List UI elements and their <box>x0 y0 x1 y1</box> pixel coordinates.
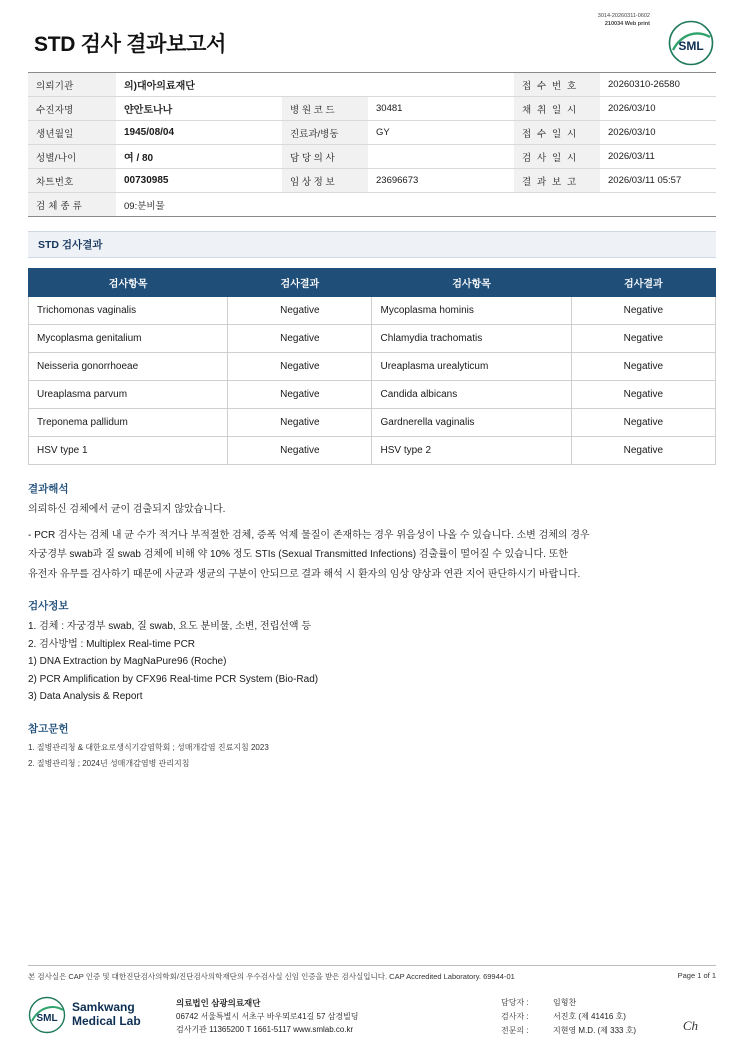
page-number: Page 1 of 1 <box>677 971 716 980</box>
test-name: Ureaplasma urealyticum <box>372 353 571 381</box>
info-label-doctor: 담 당 의 사 <box>282 145 368 169</box>
test-name: Trichomonas vaginalis <box>29 297 228 325</box>
references-block <box>28 721 716 772</box>
test-result: Negative <box>228 409 372 437</box>
test-result: Negative <box>228 381 372 409</box>
info-value-report-date: 2026/03/11 05:57 <box>600 169 716 193</box>
signature-value-staff: 임형찬 <box>553 998 577 1007</box>
table-row <box>28 169 716 193</box>
section-banner-std-results: STD 검사결과 <box>28 231 716 258</box>
info-value-receipt-date: 2026/03/10 <box>600 121 716 145</box>
signature-key-specialist: 전문의 : <box>501 1026 529 1035</box>
test-result: Negative <box>228 297 372 325</box>
footer-divider <box>28 965 716 966</box>
test-info-line-4: 2) PCR Amplification by CFX96 Real-time PCR System (Bio-Rad) <box>28 673 319 685</box>
info-value-department: GY <box>368 121 514 145</box>
test-name: Candida albicans <box>372 381 571 409</box>
test-name: Ureaplasma parvum <box>29 381 228 409</box>
references-title: 참고문헌 <box>28 722 69 735</box>
header-code-1: 3014-20260311-0602 <box>597 13 650 19</box>
table-row <box>29 297 716 325</box>
signature-row-staff <box>501 996 716 1010</box>
info-value-sex-age: 여 / 80 <box>116 145 282 169</box>
sml-logo-icon <box>668 20 714 66</box>
info-value-chart-no: 00730985 <box>116 169 282 193</box>
footer-logo-group <box>28 996 158 1034</box>
test-name: Gardnerella vaginalis <box>372 409 571 437</box>
info-value-institution: 의)대아의료재단 <box>116 73 514 97</box>
test-name: Chlamydia trachomatis <box>372 325 571 353</box>
signature-key-tester: 검사자 : <box>501 1012 529 1021</box>
info-value-birthdate: 1945/08/04 <box>116 121 282 145</box>
report-header <box>28 0 716 64</box>
report-footer <box>28 965 716 1038</box>
sml-logo-icon <box>28 996 66 1034</box>
test-info-title: 검사정보 <box>28 600 69 612</box>
test-result: Negative <box>571 325 715 353</box>
column-header-result-right: 검사결과 <box>571 269 715 297</box>
svg-text:SML: SML <box>36 1013 58 1024</box>
footer-address-block <box>158 996 501 1036</box>
organization-contact: 검사기관 11365200 T 1661-5117 www.smlab.co.kr <box>176 1025 354 1035</box>
test-name: Mycoplasma genitalium <box>29 325 228 353</box>
reference-line-2: 2. 질병관리청 ; 2024년 성매개감염병 관리지침 <box>28 759 190 769</box>
brand-line-2: Medical Lab <box>72 1014 141 1028</box>
info-value-clinical-info: 23696673 <box>368 169 514 193</box>
info-label-receipt-no: 접 수 번 호 <box>514 73 600 97</box>
test-result: Negative <box>571 437 715 465</box>
table-row <box>29 325 716 353</box>
signature-value-specialist: 지현영 M.D. (제 333 호) <box>553 1026 637 1035</box>
test-name: HSV type 1 <box>29 437 228 465</box>
info-label-patient-name: 수진자명 <box>28 97 116 121</box>
header-codes <box>598 12 650 29</box>
test-info-line-5: 3) Data Analysis & Report <box>28 691 143 702</box>
test-name: Mycoplasma hominis <box>372 297 571 325</box>
table-row <box>28 145 716 169</box>
test-name: HSV type 2 <box>372 437 571 465</box>
test-name: Neisseria gonorrhoeae <box>29 353 228 381</box>
interpretation-line-1: 의뢰하신 검체에서 균이 검출되지 않았습니다. <box>28 504 226 515</box>
info-value-specimen-type: 09:분비물 <box>116 193 716 217</box>
interpretation-title: 결과해석 <box>28 483 69 495</box>
info-label-sex-age: 성별/나이 <box>28 145 116 169</box>
footer-note-row <box>28 971 716 982</box>
info-label-birthdate: 생년월일 <box>28 121 116 145</box>
info-label-collection-date: 채 취 일 시 <box>514 97 600 121</box>
interpretation-block <box>28 481 716 582</box>
page-title: STD 검사 결과보고서 <box>34 33 227 56</box>
test-info-line-2: 2. 검사방법 : Multiplex Real-time PCR <box>28 638 196 650</box>
table-row <box>28 193 716 217</box>
info-value-test-date: 2026/03/11 <box>600 145 716 169</box>
test-result: Negative <box>571 409 715 437</box>
table-row <box>29 353 716 381</box>
footer-main <box>28 996 716 1038</box>
std-results-table <box>28 268 716 465</box>
test-info-line-3: 1) DNA Extraction by MagNaPure96 (Roche) <box>28 656 227 667</box>
signature-key-staff: 담당자 : <box>501 998 529 1007</box>
table-row <box>29 437 716 465</box>
info-label-hospital-code: 병 원 코 드 <box>282 97 368 121</box>
table-row <box>28 121 716 145</box>
interpretation-line-4: 유전자 유무를 검사하기 때문에 사균과 생균의 구분이 안되므로 결과 해석 시 환자의 임상 양상과 연관 지어 판단하시기 바랍니다. <box>28 568 581 580</box>
table-row <box>29 409 716 437</box>
info-value-collection-date: 2026/03/10 <box>600 97 716 121</box>
organization-name: 의료법인 삼광의료재단 <box>176 998 261 1008</box>
info-label-receipt-date: 접 수 일 시 <box>514 121 600 145</box>
reference-line-1: 1. 질병관리청 & 대한요로생식기감염학회 ; 성매개감염 진료지침 2023 <box>28 742 269 752</box>
info-value-hospital-code: 30481 <box>368 97 514 121</box>
svg-text:SML: SML <box>678 39 704 53</box>
interpretation-line-2: - PCR 검사는 검체 내 균 수가 적거나 부적절한 검체, 증폭 억제 물질이 존재하는 경우 위음성이 나올 수 있습니다. 소변 검체의 경우 <box>28 529 590 541</box>
info-label-chart-no: 차트번호 <box>28 169 116 193</box>
footer-signature-block <box>501 996 716 1038</box>
header-code-2: 210034 Web print <box>604 21 650 28</box>
column-header-test-name-right: 검사항목 <box>372 269 571 297</box>
signature-value-tester: 서진호 (제 41416 호) <box>553 1012 626 1021</box>
test-result: Negative <box>228 325 372 353</box>
info-label-clinical-info: 임 상 정 보 <box>282 169 368 193</box>
test-result: Negative <box>228 437 372 465</box>
info-value-patient-name: 얀안토나나 <box>116 97 282 121</box>
column-header-test-name-left: 검사항목 <box>29 269 228 297</box>
test-result: Negative <box>571 353 715 381</box>
info-label-specimen-type: 검 체 종 류 <box>28 193 116 217</box>
test-result: Negative <box>571 381 715 409</box>
info-value-doctor <box>368 145 514 169</box>
info-label-report-date: 결 과 보 고 <box>514 169 600 193</box>
info-label-institution: 의뢰기관 <box>28 73 116 97</box>
test-result: Negative <box>228 353 372 381</box>
table-row <box>29 381 716 409</box>
table-header-row <box>29 269 716 297</box>
info-value-receipt-no: 20260310-26580 <box>600 73 716 97</box>
test-info-line-1: 1. 검체 : 자궁경부 swab, 질 swab, 요도 분비물, 소변, 전립선액 등 <box>28 621 312 632</box>
info-label-test-date: 검 사 일 시 <box>514 145 600 169</box>
handwritten-signature: Ch <box>682 1018 698 1034</box>
table-row <box>28 73 716 97</box>
column-header-result-left: 검사결과 <box>228 269 372 297</box>
accreditation-note: 본 검사실은 CAP 인증 및 대한진단검사의학회/진단검사의학재단의 우수검사실 신임 인증을 받은 검사실입니다. CAP Accredited Laboratory. 69944-01 <box>28 972 515 981</box>
test-result: Negative <box>571 297 715 325</box>
patient-info-table <box>28 72 716 217</box>
brand-line-1: Samkwang <box>72 1000 135 1015</box>
test-info-block <box>28 598 716 705</box>
interpretation-line-3: 자궁경부 swab과 질 swab 검체에 비해 약 10% 정도 STIs (Sexual Transmitted Infections) 검출률이 떨어질 수 있습니다. 또한 <box>28 549 569 560</box>
table-row <box>28 97 716 121</box>
info-label-department: 진료과/병동 <box>282 121 368 145</box>
brand-name <box>72 1001 141 1029</box>
organization-address: 06742 서울특별시 서초구 바우뫼로41길 57 삼경빌딩 <box>176 1012 359 1022</box>
test-name: Treponema pallidum <box>29 409 228 437</box>
